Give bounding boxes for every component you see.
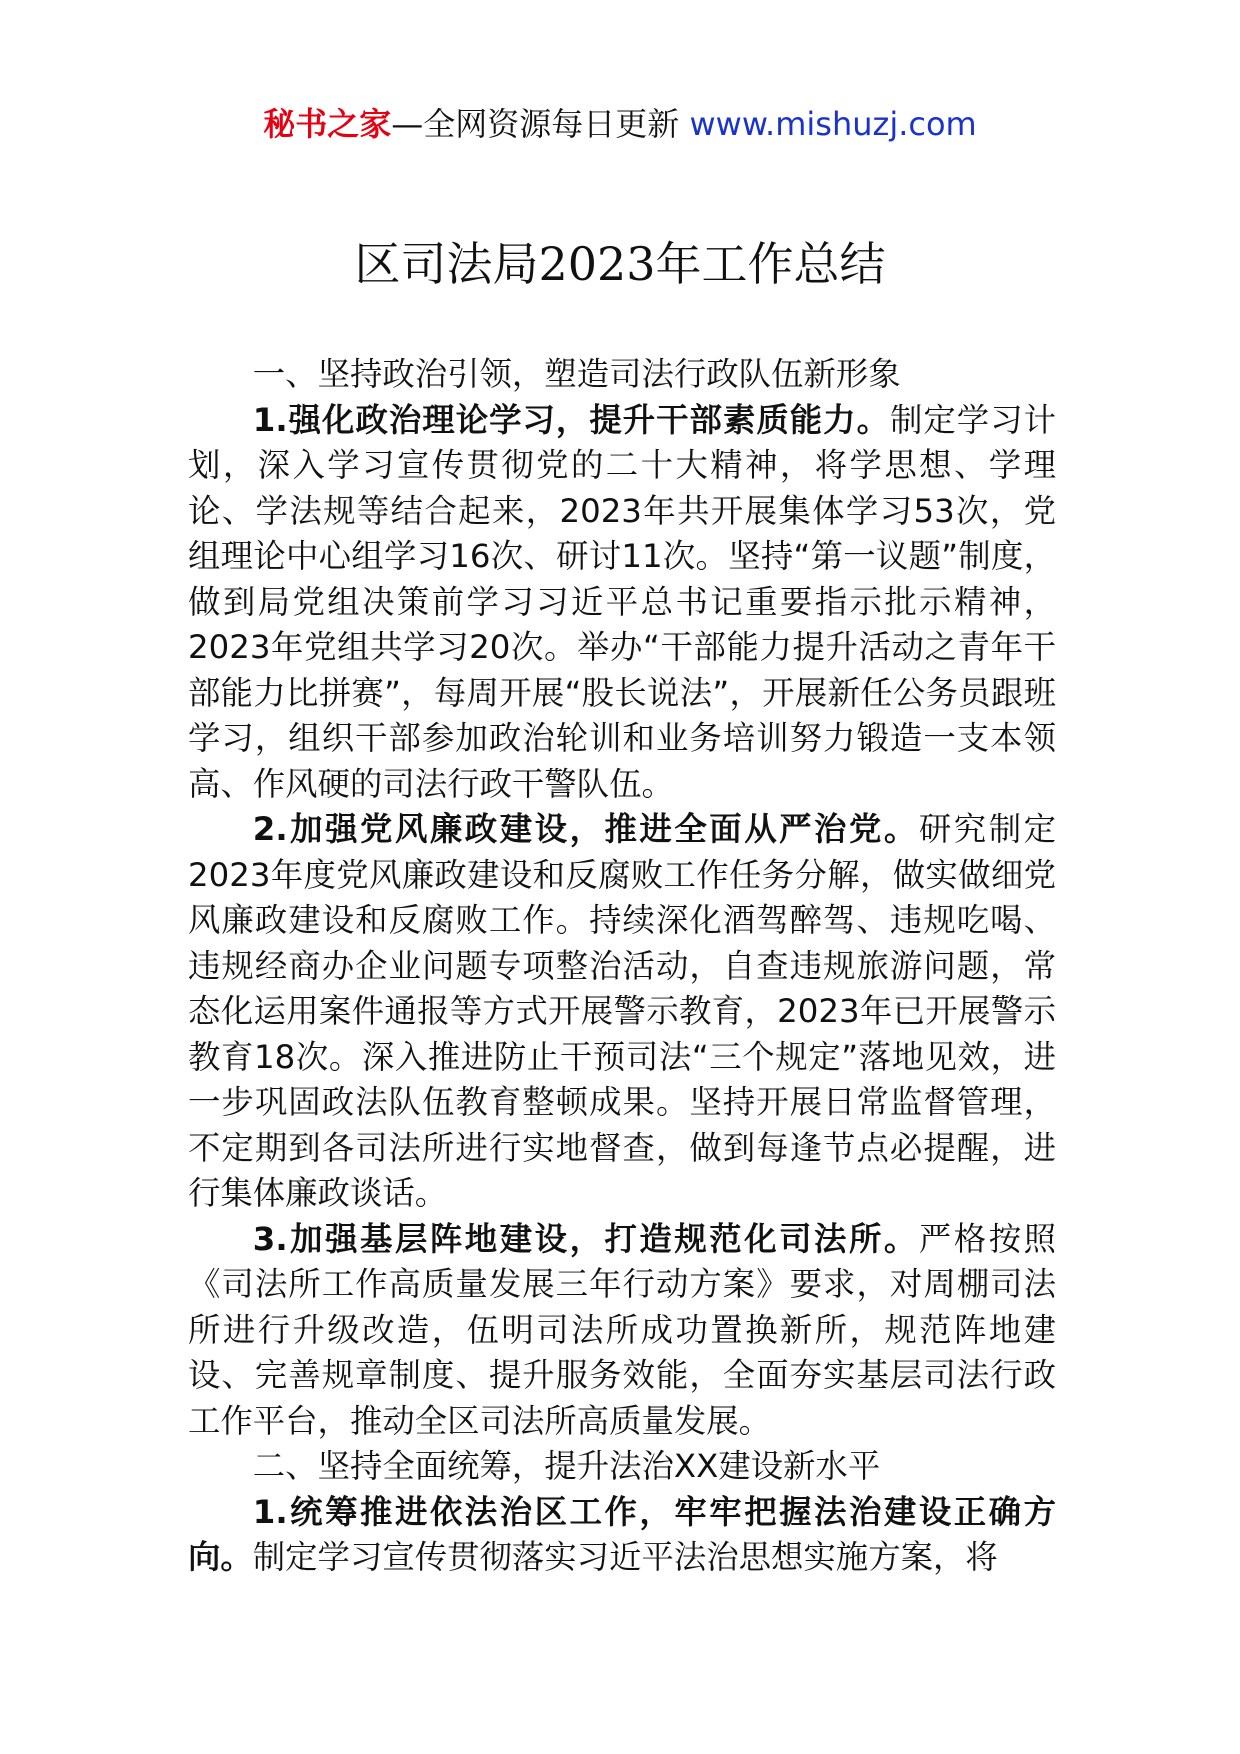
paragraph-text: 严格按照《司法所工作高质量发展三年行动方案》要求，对周棚司法所进行升级改造，伍明司法所成功置换新所，规范阵地建设、完善规章制度、提升服务效能，全面夯实基层司法行政工作平台，推动全区司法所高质量发展。 xyxy=(188,1219,1057,1440)
site-url-link[interactable]: www.mishuzj.com xyxy=(689,105,977,143)
paragraph-1-1 xyxy=(188,398,1056,808)
paragraph-1-3 xyxy=(188,1217,1056,1445)
header-banner xyxy=(0,100,1240,148)
paragraph-lead: 1.统筹推进依法治区工作，牢牢把握法治建设正确方向。 xyxy=(188,1492,1056,1576)
paragraph-text: 制定学习计划，深入学习宣传贯彻党的二十大精神，将学思想、学理论、学法规等结合起来，2023年共开展集体学习53次，党组理论中心组学习16次、研讨11次。坚持“第一议题”制度，做到局党组决策前学习习近平总书记重要指示批示精神，2023年党组共学习20次。举办“干部能力提升活动之青年干部能力比拼赛”，每周开展“股长说法”，开展新任公务员跟班学习，组织干部参加政治轮训和业务培训努力锻造一支本领高、作风硬的司法行政干警队伍。 xyxy=(188,400,1057,803)
paragraph-lead: 3.加强基层阵地建设，打造规范化司法所。 xyxy=(252,1219,919,1258)
section-heading-1: 一、坚持政治引领，塑造司法行政队伍新形象 xyxy=(252,355,901,393)
document-title: 区司法局2023年工作总结 xyxy=(354,237,886,291)
paragraph-1-2 xyxy=(188,807,1056,1217)
paragraph-lead: 1.强化政治理论学习，提升干部素质能力。 xyxy=(252,400,890,439)
document-body xyxy=(188,352,1056,1581)
brand-name: 秘书之家 xyxy=(263,105,392,143)
paragraph-text: 制定学习宣传贯彻落实习近平法治思想实施方案，将 xyxy=(252,1538,998,1576)
paragraph-lead: 2.加强党风廉政建设，推进全面从严治党。 xyxy=(252,810,919,848)
paragraph-2-1 xyxy=(188,1490,1056,1581)
header-tagline: —全网资源每日更新 xyxy=(391,105,680,143)
paragraph-text: 研究制定2023年度党风廉政建设和反腐败工作任务分解，做实做细党风廉政建设和反腐败工作。持续深化酒驾醉驾、违规吃喝、违规经商办企业问题专项整治活动，自查违规旅游问题，常态化运用案件通报等方式开展警示教育，2023年已开展警示教育18次。深入推进防止干预司法“三个规定”落地见效，进一步巩固政法队伍教育整顿成果。坚持开展日常监督管理，不定期到各司法所进行实地督查，做到每逢节点必提醒，进行集体廉政谈话。 xyxy=(188,810,1057,1212)
section-heading-2: 二、坚持全面统筹，提升法治XX建设新水平 xyxy=(252,1447,881,1485)
